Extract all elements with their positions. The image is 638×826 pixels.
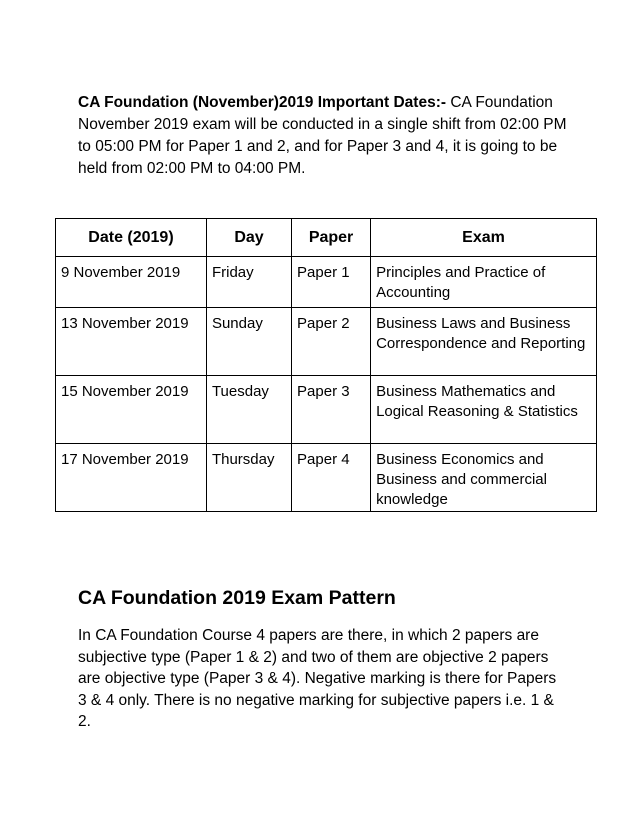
cell-date: 13 November 2019 <box>56 308 207 376</box>
cell-date: 17 November 2019 <box>56 444 207 512</box>
cell-day: Friday <box>206 257 291 308</box>
exam-pattern-paragraph: In CA Foundation Course 4 papers are there, in which 2 papers are subjective type (Paper 1 & 2) and two of them are objective 2 papers are objective type (Paper 3 & 4). Negative marking is there for Papers 3 & 4 only. There is no negative marking for subjective papers i.e. 1 & 2. <box>78 627 557 730</box>
intro-body: CA Foundation November 2019 exam will be conducted in a single shift from 02:00 PM to 05:00 PM for Paper 1 and 2, and for Paper 3 and 4, it is going to be held from 02:00 PM to 04:00 PM. <box>78 94 567 177</box>
cell-exam: Principles and Practice of Accounting <box>371 257 597 308</box>
cell-paper: Paper 1 <box>292 257 371 308</box>
cell-exam: Business Laws and Business Correspondence and Reporting <box>371 308 597 376</box>
header-paper: Paper <box>292 219 371 257</box>
table-row <box>56 444 597 512</box>
cell-paper: Paper 4 <box>292 444 371 512</box>
exam-pattern-heading: CA Foundation 2019 Exam Pattern <box>78 587 396 609</box>
cell-day: Tuesday <box>206 376 291 444</box>
table-header-row <box>56 219 597 257</box>
header-date: Date (2019) <box>56 219 207 257</box>
header-exam: Exam <box>371 219 597 257</box>
cell-exam: Business Mathematics and Logical Reasoning & Statistics <box>371 376 597 444</box>
cell-paper: Paper 2 <box>292 308 371 376</box>
cell-day: Thursday <box>206 444 291 512</box>
table-row <box>56 308 597 376</box>
cell-day: Sunday <box>206 308 291 376</box>
cell-date: 9 November 2019 <box>56 257 207 308</box>
cell-exam: Business Economics and Business and commercial knowledge <box>371 444 597 512</box>
header-day: Day <box>206 219 291 257</box>
table-row <box>56 257 597 308</box>
table-row <box>56 376 597 444</box>
cell-paper: Paper 3 <box>292 376 371 444</box>
intro-heading: CA Foundation (November)2019 Important Dates:- <box>78 94 447 111</box>
exam-dates-table <box>55 218 597 512</box>
intro-paragraph <box>78 92 568 180</box>
cell-date: 15 November 2019 <box>56 376 207 444</box>
